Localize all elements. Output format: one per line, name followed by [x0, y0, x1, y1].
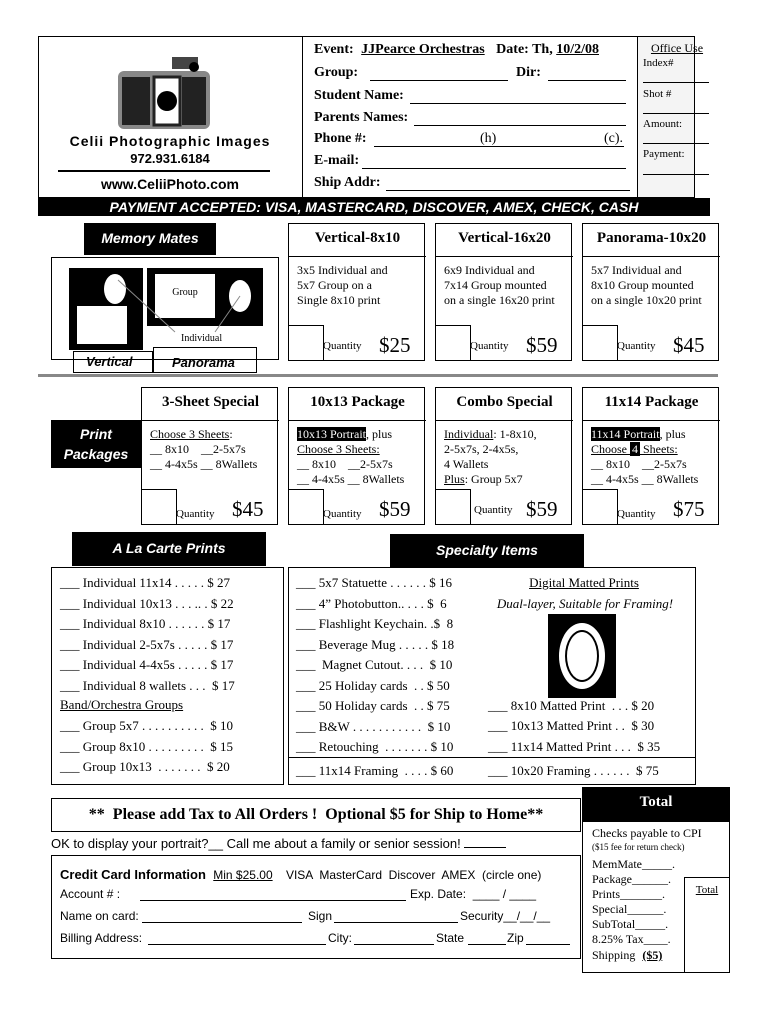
product-desc-line: 5x7 Group on a — [297, 278, 372, 292]
package-title: 11x14 Package — [604, 394, 699, 410]
ship-label: Ship Addr: — [314, 175, 381, 190]
logo-rule — [58, 170, 270, 172]
package-combo — [435, 387, 572, 525]
quantity-box[interactable] — [582, 325, 618, 361]
parents-label: Parents Names: — [314, 110, 409, 125]
quantity-box[interactable] — [288, 489, 324, 525]
cc-name-field[interactable] — [142, 922, 302, 923]
package-price: $45 — [232, 497, 264, 521]
package-price: $75 — [673, 497, 705, 521]
cc-exp[interactable]: Exp. Date: ____ / ____ — [410, 887, 537, 901]
total-line[interactable]: Package______. — [592, 872, 671, 886]
quantity-box[interactable] — [288, 325, 324, 361]
specialty-item[interactable]: ___ 25 Holiday cards . . $ 50 — [296, 677, 450, 693]
alacarte-item[interactable]: ___ Individual 11x14 . . . . . $ 27 — [60, 575, 230, 590]
package-10x13 — [288, 387, 425, 525]
office-amount-field[interactable] — [643, 143, 709, 144]
office-payment-field[interactable] — [643, 174, 709, 175]
office-index-field[interactable] — [643, 82, 709, 83]
phone-label: Phone #: — [314, 131, 367, 146]
quantity-label: Quantity — [176, 508, 215, 520]
office-payment-label: Payment: — [643, 148, 685, 160]
cc-billing-field[interactable] — [148, 944, 326, 945]
matted-title: Digital Matted Prints — [529, 575, 639, 590]
print-packages-line2: Packages — [63, 446, 129, 462]
specialty-framing-divider — [288, 757, 696, 758]
camera-logo — [112, 55, 212, 133]
product-price: $25 — [379, 333, 411, 357]
quantity-label: Quantity — [323, 508, 362, 520]
product-desc-line: 8x10 Group mounted — [591, 278, 694, 292]
total-line[interactable]: SubTotal_____. — [592, 917, 669, 931]
total-checks: Checks payable to CPI — [592, 826, 702, 840]
group-item[interactable]: ___ Group 10x13 . . . . . . . $ 20 — [60, 759, 230, 774]
product-desc-line: 7x14 Group mounted — [444, 278, 547, 292]
phone-home-label: (h) — [480, 131, 497, 146]
package-line: __ 8x10 __2-5x7s — [591, 457, 687, 471]
cc-zip-label: Zip — [507, 931, 524, 945]
logo-divider — [302, 36, 303, 198]
alacarte-item[interactable]: ___ Individual 10x13 . . . .. . $ 22 — [60, 595, 234, 611]
total-fee: ($15 fee for return check) — [592, 842, 685, 852]
date-label: Date: Th, — [496, 42, 553, 57]
product-desc-line: on a single 10x20 print — [591, 293, 702, 307]
matted-item[interactable]: ___ 8x10 Matted Print . . . $ 20 — [488, 698, 655, 713]
package-line: Individual: 1-8x10, — [444, 427, 537, 441]
package-line: Choose 3 Sheets: — [297, 442, 380, 456]
event-name: JJPearce Orchestras — [361, 42, 485, 57]
ok-line-text: OK to display your portrait?__ Call me about a family or senior session! — [51, 836, 461, 851]
alacarte-item[interactable]: ___ Individual 4-4x5s . . . . . $ 17 — [60, 657, 234, 672]
package-price: $59 — [526, 497, 558, 521]
specialty-item[interactable]: ___ 5x7 Statuette . . . . . . $ 16 — [296, 575, 452, 590]
total-shipping: Shipping ($5) — [592, 948, 663, 962]
quantity-label: Quantity — [470, 340, 509, 352]
package-line: __ 4-4x5s __ 8Wallets — [150, 457, 258, 471]
office-use-title: Office Use — [650, 41, 704, 55]
cc-title: Credit Card Information — [60, 867, 206, 882]
event-date: 10/2/08 — [556, 42, 599, 57]
product-desc-line: 3x5 Individual and — [297, 263, 388, 277]
matted-item[interactable]: ___ 11x14 Matted Print . . . $ 35 — [488, 739, 661, 754]
cc-account-field[interactable] — [140, 900, 406, 901]
specialty-item[interactable]: ___ Beverage Mug . . . . . $ 18 — [296, 636, 455, 652]
cc-min: Min $25.00 — [213, 868, 273, 882]
cc-name-label: Name on card: — [60, 909, 139, 923]
package-line: __ 4-4x5s __ 8Wallets — [297, 472, 405, 486]
phone-cell-label: (c). — [604, 131, 624, 146]
package-line: Choose 4 Sheets: — [591, 442, 678, 456]
total-line[interactable]: MemMate_____. — [592, 857, 675, 871]
ok-line — [51, 836, 506, 851]
parents-field[interactable] — [414, 125, 626, 126]
product-title: Vertical-8x10 — [314, 230, 401, 246]
specialty-item[interactable]: ___ 50 Holiday cards . . $ 75 — [296, 698, 450, 713]
package-line: Choose 3 Sheets: — [150, 427, 233, 441]
specialty-item[interactable]: ___ Magnet Cutout. . . . $ 10 — [296, 657, 453, 672]
cc-title-row — [60, 867, 541, 882]
cc-sign-field[interactable] — [334, 922, 458, 923]
cc-city-field[interactable] — [354, 944, 434, 945]
event-label: Event: — [314, 42, 354, 57]
cc-security[interactable]: Security__/__/__ — [460, 909, 551, 923]
cc-billing-label: Billing Address: — [60, 931, 143, 945]
payment-banner: PAYMENT ACCEPTED: VISA, MASTERCARD, DISCOVER, AMEX, CHECK, CASH — [38, 198, 710, 216]
cc-state-field[interactable] — [468, 944, 506, 945]
dir-field[interactable] — [548, 80, 626, 81]
total-line[interactable]: 8.25% Tax____. — [592, 932, 671, 946]
grand-total-label: Total — [695, 884, 719, 896]
quantity-box[interactable] — [582, 489, 618, 525]
email-field[interactable] — [362, 168, 626, 169]
mm-individual-label: Individual — [181, 333, 223, 344]
alacarte-item[interactable]: ___ Individual 8 wallets . . . $ 17 — [60, 677, 235, 693]
email-label: E-mail: — [314, 153, 360, 168]
cc-account-label: Account # : — [60, 887, 121, 901]
product-title: Vertical-16x20 — [458, 230, 551, 246]
specialty-item[interactable]: ___ Flashlight Keychain. .$ 8 — [296, 616, 454, 631]
company-website: www.CeliiPhoto.com — [101, 176, 239, 192]
quantity-box[interactable] — [141, 489, 177, 525]
phone-field[interactable] — [374, 146, 624, 147]
package-line: 2-5x7s, 2-4x5s, — [444, 442, 519, 456]
total-line[interactable]: Prints_______. — [592, 887, 666, 901]
event-row — [314, 42, 599, 58]
alacarte-item[interactable]: ___ Individual 8x10 . . . . . . $ 17 — [60, 616, 231, 631]
total-line[interactable]: Special______. — [592, 902, 667, 916]
package-line: __ 8x10 __2-5x7s — [150, 442, 246, 456]
package-price: $59 — [379, 497, 411, 521]
print-packages-line1: Print — [80, 426, 112, 442]
office-index-label: Index# — [643, 57, 674, 69]
package-title: 3-Sheet Special — [161, 394, 260, 410]
package-line: 10x13 Portrait, plus — [297, 427, 393, 441]
matted-subtitle: Dual-layer, Suitable for Framing! — [496, 596, 674, 611]
group-label: Group: — [314, 65, 359, 80]
alacarte-item[interactable]: ___ Individual 2-5x7s . . . . . $ 17 — [60, 636, 234, 652]
package-line: 4 Wallets — [444, 457, 489, 471]
package-3sheet — [141, 387, 278, 525]
quantity-box[interactable] — [435, 325, 471, 361]
product-vertical-16x20 — [435, 223, 572, 361]
group-field[interactable] — [370, 80, 508, 81]
package-title: Combo Special — [456, 394, 553, 410]
quantity-label: Quantity — [323, 340, 362, 352]
cc-zip-field[interactable] — [526, 944, 570, 945]
cc-city-label: City: — [328, 931, 352, 945]
print-packages-label — [51, 420, 141, 468]
quantity-label: Quantity — [617, 340, 656, 352]
band-groups-heading: Band/Orchestra Groups — [60, 697, 184, 712]
office-shot-field[interactable] — [643, 113, 709, 114]
specialty-title: Specialty Items — [390, 534, 584, 568]
matted-print-sample — [548, 614, 616, 698]
total-title: Total — [582, 787, 730, 821]
package-line: Plus: Group 5x7 — [444, 472, 523, 486]
group-item[interactable]: ___ Group 8x10 . . . . . . . . . $ 15 — [60, 738, 233, 754]
group-item[interactable]: ___ Group 5x7 . . . . . . . . . . $ 10 — [60, 718, 233, 733]
product-panorama-10x20 — [582, 223, 719, 361]
package-11x14 — [582, 387, 719, 525]
dir-label: Dir: — [516, 65, 541, 80]
matted-item[interactable]: ___ 10x20 Framing . . . . . . $ 75 — [488, 763, 659, 778]
mm-group-label: Group — [172, 287, 198, 298]
company-phone: 972.931.6184 — [130, 151, 210, 166]
product-desc-line: on a single 16x20 print — [444, 293, 555, 307]
specialty-framing[interactable]: ___ 11x14 Framing . . . . $ 60 — [296, 763, 454, 778]
specialty-item[interactable]: ___ B&W . . . . . . . . . . . $ 10 — [296, 718, 451, 734]
quantity-label: Quantity — [617, 508, 656, 520]
section-divider — [38, 374, 718, 377]
alacarte-title: A La Carte Prints — [72, 532, 266, 566]
mm-vertical-label: Vertical — [73, 351, 153, 373]
company-name: Celii Photographic Images — [69, 133, 271, 149]
specialty-item[interactable]: ___ 4” Photobutton.. . . . $ 6 — [296, 595, 447, 611]
product-desc-line: 5x7 Individual and — [591, 263, 682, 277]
product-vertical-8x10 — [288, 223, 425, 361]
ok-line-field[interactable] — [464, 838, 506, 848]
package-line: 11x14 Portrait, plus — [591, 427, 686, 441]
matted-item[interactable]: ___ 10x13 Matted Print . . $ 30 — [488, 718, 655, 733]
product-price: $59 — [526, 333, 558, 357]
cc-sign-label: Sign — [308, 909, 333, 923]
ship-field[interactable] — [386, 190, 630, 191]
product-desc-line: Single 8x10 print — [297, 293, 381, 307]
product-desc-line: 6x9 Individual and — [444, 263, 535, 277]
memory-mates-title: Memory Mates — [84, 223, 216, 255]
mm-pointer-lines — [100, 270, 260, 340]
cc-state-label: State — [436, 931, 465, 945]
mm-panorama-label: Panorama — [153, 347, 257, 373]
package-line: __ 4-4x5s __ 8Wallets — [591, 472, 699, 486]
student-label: Student Name: — [314, 88, 404, 103]
package-title: 10x13 Package — [310, 394, 405, 410]
tax-notice: ** Please add Tax to All Orders ! Optional $5 for Ship to Home** — [51, 798, 581, 832]
office-shot-label: Shot # — [643, 88, 672, 100]
office-amount-label: Amount: — [643, 118, 683, 130]
product-price: $45 — [673, 333, 705, 357]
quantity-box[interactable] — [435, 489, 471, 525]
cc-cards: VISA MasterCard Discover AMEX (circle one) — [285, 868, 542, 882]
specialty-item[interactable]: ___ Retouching . . . . . . . $ 10 — [296, 739, 454, 754]
quantity-label: Quantity — [474, 504, 513, 516]
student-field[interactable] — [410, 103, 626, 104]
product-title: Panorama-10x20 — [596, 230, 707, 246]
package-line: __ 8x10 __2-5x7s — [297, 457, 393, 471]
